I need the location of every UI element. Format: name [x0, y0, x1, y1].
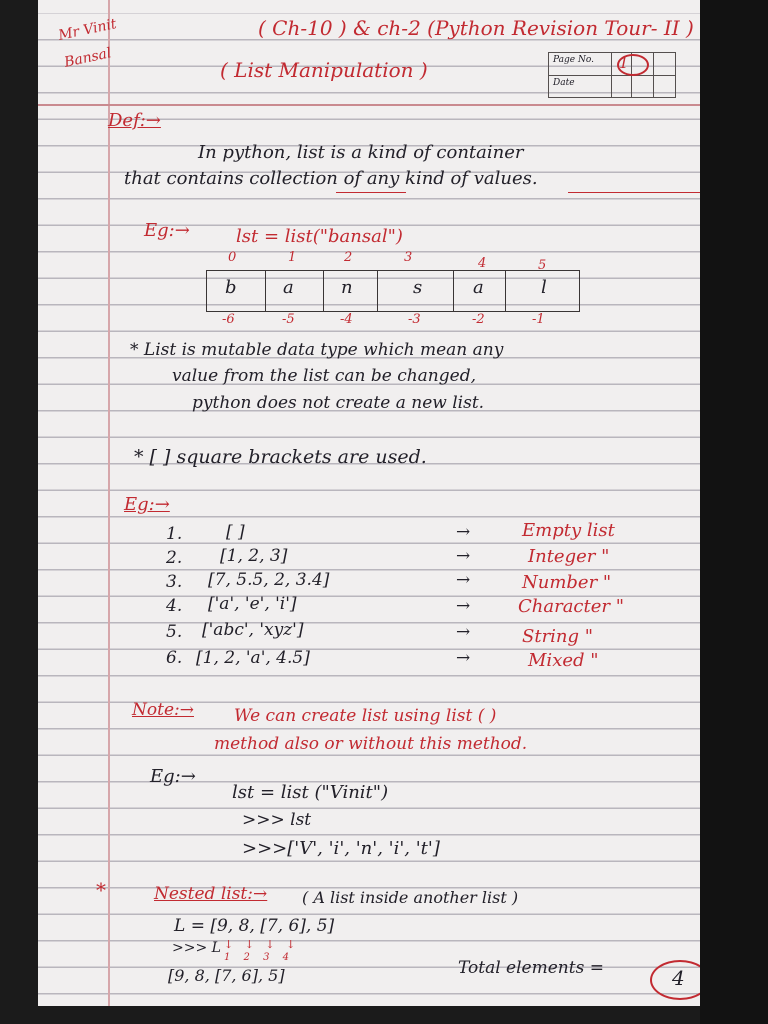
eg3-line3: >>>['V', 'i', 'n', 'i', 't']: [242, 838, 440, 859]
def-line1: In python, list is a kind of container: [198, 142, 524, 163]
positive-index: 4: [478, 256, 487, 271]
page-no-label: Page No.: [553, 55, 594, 65]
note-line2: method also or without this method.: [214, 734, 528, 754]
eg3-line2: >>> lst: [242, 810, 312, 830]
eg3-line1: lst = list ("Vinit"): [232, 782, 389, 803]
margin-line: [108, 0, 110, 1006]
def-heading: Def:→: [108, 110, 161, 131]
header-rule: [38, 104, 728, 106]
brackets-note: * [ ] square brackets are used.: [134, 446, 427, 468]
total-value: 4: [672, 966, 685, 990]
eg2-heading: Eg:→: [124, 494, 170, 515]
eg1-code: lst = list("bansal"): [236, 226, 403, 247]
date-label: Date: [553, 78, 575, 88]
nested-subs: 1 2 3 4: [224, 952, 294, 963]
mutable-line3: python does not create a new list.: [192, 393, 485, 413]
negative-index: -2: [472, 312, 485, 327]
underline-decor: [568, 192, 718, 193]
nested-output: [9, 8, [7, 6], 5]: [168, 966, 285, 985]
nested-marks: ↓ ↓ ↓ ↓: [224, 938, 300, 951]
total-label: Total elements =: [458, 958, 604, 978]
positive-index: 0: [228, 250, 237, 265]
list-letter: a: [473, 277, 484, 298]
negative-index: -1: [532, 312, 545, 327]
negative-index: -5: [282, 312, 295, 327]
def-line2: that contains collection of any kind of values.: [124, 168, 538, 189]
list-letter: a: [283, 277, 294, 298]
nested-prompt: >>> L: [172, 940, 221, 956]
mutable-line2: value from the list can be changed,: [172, 366, 476, 386]
nested-star: *: [96, 878, 106, 902]
page-number-circle: [617, 54, 649, 76]
eg1-heading: Eg:→: [144, 220, 190, 241]
notebook-page: Mr Vinit Bansal ( Ch-10 ) & ch-2 (Python Revision Tour- II ) ( List Manipulation ) Page No. Date 1 Def:→ In python, list is a kind of container that contains collection of any kind of values. Eg:→ lst = list("bansal") 0 1 2 3 4 5 b a n s a l -6 -5 -4 -3 -2 -1 * List is mutable data type which mean any value from the list can be changed, python does not create a new list. * [ ] square brackets are used. Eg:→ 1. [ ] → Empty list 2. [1, 2, 3] → Integer " 3. [7, 5.5, 2, 3.4] → Number " 4. ['a', 'e', 'i'] → Character " 5. ['abc', 'xyz'] → String " 6. [1, 2, 'a', 4.5] → Mixed " Note:→ We can create list using list ( ) method also or without this method. Eg:→ lst = list ("Vinit") >>> lst >>>['V', 'i', 'n', 'i', 't'] * Nested list:→ ( A list inside another list ) L = [9, 8, [7, 6], 5] ↓ ↓ ↓ ↓ 1 2 3 4 >>> L [9, 8, [7, 6], 5] Total elements = 4: [38, 0, 728, 1006]
underline-decor: [336, 192, 406, 193]
positive-index: 1: [288, 250, 297, 265]
note-heading: Note:→: [132, 700, 194, 720]
list-letter: n: [341, 277, 353, 298]
list-diagram-box: [206, 270, 580, 312]
nested-heading: Nested list:→: [154, 884, 268, 904]
nested-desc: ( A list inside another list ): [302, 888, 519, 907]
positive-index: 3: [404, 250, 413, 265]
negative-index: -4: [340, 312, 353, 327]
page-number: 1: [619, 54, 629, 72]
list-letter: l: [541, 277, 547, 298]
author-name: Mr Vinit: [56, 16, 118, 44]
list-letter: b: [225, 277, 237, 298]
positive-index: 5: [538, 258, 547, 273]
eg3-heading: Eg:→: [150, 766, 196, 787]
background-edge: [700, 0, 768, 1024]
title-line1: ( Ch-10 ) & ch-2 (Python Revision Tour- II ): [258, 16, 694, 40]
nested-code: L = [9, 8, [7, 6], 5]: [174, 916, 335, 936]
positive-index: 2: [344, 250, 353, 265]
list-letter: s: [413, 277, 423, 298]
author-surname: Bansal: [62, 45, 113, 71]
title-line2: ( List Manipulation ): [220, 58, 428, 82]
mutable-line1: * List is mutable data type which mean any: [130, 340, 504, 360]
negative-index: -3: [408, 312, 421, 327]
negative-index: -6: [222, 312, 235, 327]
note-line1: We can create list using list ( ): [234, 706, 497, 726]
page-date-stamp: [548, 52, 676, 98]
